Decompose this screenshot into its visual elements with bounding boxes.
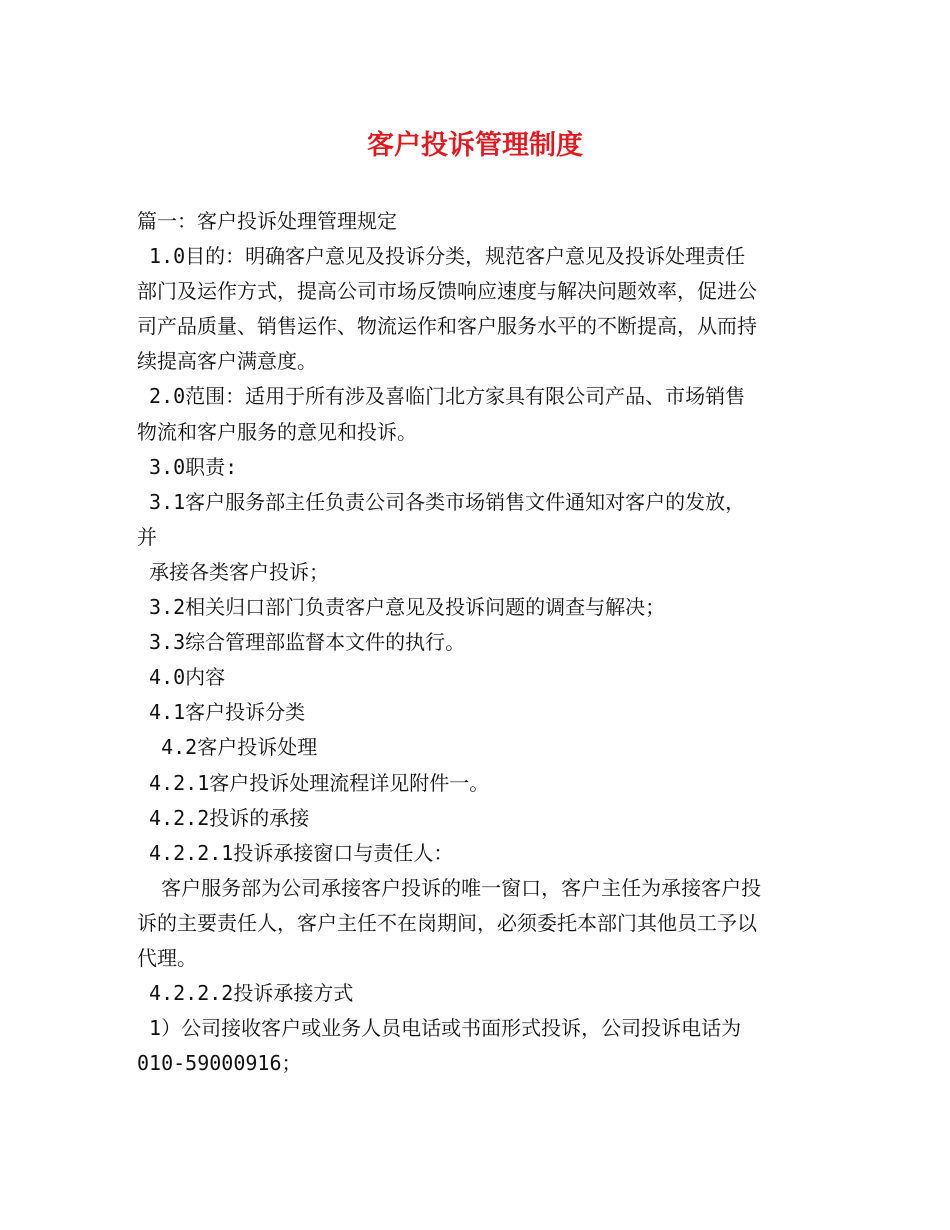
text-line: 3.3综合管理部监督本文件的执行。 (137, 630, 466, 655)
text-line: 司产品质量、销售运作、物流运作和客户服务水平的不断提高，从而持 (137, 314, 757, 339)
text-line: 诉的主要责任人，客户主任不在岗期间，必须委托本部门其他员工予以 (137, 910, 757, 935)
text-line: 010-59000916； (137, 1051, 302, 1076)
text-line: 代理。 (137, 945, 197, 970)
text-line: 3.0职责: (137, 454, 238, 479)
text-line: 客户服务部为公司承接客户投诉的唯一窗口，客户主任为承接客户投 (137, 875, 762, 900)
text-line: 4.2.2.1投诉承接窗口与责任人： (137, 840, 454, 865)
text-line: 3.1客户服务部主任负责公司各类市场销售文件通知对客户的发放， (137, 489, 746, 514)
text-line: 2.0范围：适用于所有涉及喜临门北方家具有限公司产品、市场销售 (137, 384, 746, 409)
document-title: 客户投诉管理制度 (367, 130, 583, 161)
text-line: 4.2.2.2投诉承接方式 (137, 981, 354, 1006)
text-line: 4.2.2投诉的承接 (137, 805, 310, 830)
text-line: 4.1客户投诉分类 (137, 700, 306, 725)
text-line: 承接各类客户投诉； (137, 559, 330, 584)
text-line: 4.2客户投诉处理 (137, 735, 318, 760)
text-line: 3.2相关归口部门负责客户意见及投诉问题的调查与解决； (137, 595, 666, 620)
document-body (137, 204, 827, 1081)
text-line: 篇一：客户投诉处理管理规定 (137, 209, 397, 233)
text-line: 物流和客户服务的意见和投诉。 (137, 419, 417, 444)
text-line: 4.0内容 (137, 665, 226, 690)
text-line: 部门及运作方式，提高公司市场反馈响应速度与解决问题效率，促进公 (137, 279, 757, 304)
text-line: 续提高客户满意度。 (137, 349, 317, 374)
text-line: 1.0目的：明确客户意见及投诉分类，规范客户意见及投诉处理责任 (137, 244, 746, 269)
text-line: 并 (137, 524, 157, 549)
text-line: 1）公司接收客户或业务人员电话或书面形式投诉，公司投诉电话为 (137, 1016, 742, 1041)
text-line: 4.2.1客户投诉处理流程详见附件一。 (137, 770, 490, 795)
